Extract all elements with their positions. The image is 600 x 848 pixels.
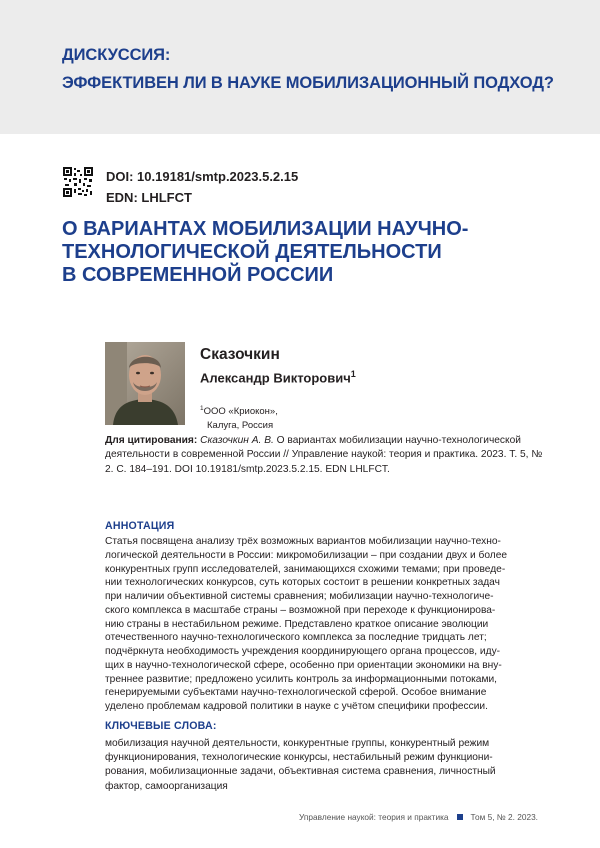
section-banner: [0, 0, 600, 134]
title-line: О ВАРИАНТАХ МОБИЛИЗАЦИИ НАУЧНО-: [62, 218, 469, 240]
abstract-line: Статья посвящена анализу трёх возможных вариантов мобилизации научно-техно-: [105, 536, 501, 547]
abstract-line: отечественного научно-технологического комплекса за последние тридцать лет;: [105, 632, 487, 644]
affiliation-marker: 1: [350, 369, 356, 379]
keywords-line: фактор, самоорганизация: [105, 780, 228, 792]
keywords-line: мобилизация научной деятельности, конкурентные группы, конкурентный режим: [105, 738, 490, 749]
abstract-line: подчёркнута необходимость учреждения координирующего органа процессов, иду-: [105, 646, 501, 657]
footer-journal: Управление наукой: теория и практика: [299, 812, 449, 822]
citation-block: [105, 434, 545, 477]
article-title: [62, 218, 562, 287]
citation-text: О вариантах мобилизации научно-технологической деятельности в современной России // Управление наукой: теория и практика. 2023. Т. 5, № 2. С. 184–191. DOI 10.19181/smtp.2023.5.2.15. EDN LHLFCT.: [105, 435, 543, 475]
author-given-names-text: Александр Викторович: [200, 370, 351, 386]
author-photo: [105, 342, 185, 425]
abstract-line: при наличии объективной системы сравнения; мобилизации научно-технологиче-: [105, 591, 494, 602]
keywords-heading: КЛЮЧЕВЫЕ СЛОВА:: [105, 720, 217, 732]
abstract-line: нии технологических конкурсов, суть которых состоит в решении конкретных задач: [105, 577, 500, 589]
abstract-heading: АННОТАЦИЯ: [105, 520, 175, 532]
abstract-line: конкурентных групп исследователей, занимающихся схожими темами; при проведе-: [105, 563, 506, 575]
abstract-line: уделено проблемам кадровой политики в науке с учётом специфики профессии.: [105, 701, 488, 712]
abstract-line: треннее развитие; предложено усилить контроль за информационными потоками,: [105, 673, 497, 685]
footer-issue: Том 5, № 2. 2023.: [470, 812, 538, 822]
qr-code-icon: [63, 167, 93, 197]
keywords-text: [105, 737, 545, 794]
author-surname: Сказочкин: [200, 346, 280, 363]
section-label: ДИСКУССИЯ:: [62, 46, 171, 64]
title-line: В СОВРЕМЕННОЙ РОССИИ: [62, 264, 334, 286]
keywords-line: рования, мобилизационные задачи, объективная система сравнения, личностный: [105, 766, 496, 778]
keywords-line: функционирования, технологические конкурсы, нестабильный режим функциони-: [105, 752, 493, 764]
author-affiliation: [200, 402, 278, 433]
abstract-line: щих в научно-технологической сфере, особенно при ориентации экономики на вну-: [105, 659, 502, 671]
affiliation-org: ООО «Криокон»,: [203, 406, 278, 418]
edn-line: EDN: LHLFCT: [106, 190, 192, 205]
abstract-line: ского комплекса в масштабе страны – возможной при переходе к функционирова-: [105, 604, 496, 616]
separator-square-icon: [457, 814, 463, 820]
abstract-text: [105, 535, 545, 714]
citation-author: Сказочкин А. В.: [200, 435, 274, 446]
abstract-line: нию страны в нестабильном режиме. Представлено краткое описание эволюции: [105, 618, 489, 630]
doi-line: DOI: 10.19181/smtp.2023.5.2.15: [106, 169, 299, 184]
affiliation-city: Калуга, Россия: [207, 420, 274, 432]
affiliation-marker: 1: [200, 405, 204, 412]
author-given-names: [200, 369, 356, 385]
page-footer: [299, 812, 538, 822]
citation-label: Для цитирования:: [105, 435, 198, 446]
title-line: ТЕХНОЛОГИЧЕСКОЙ ДЕЯТЕЛЬНОСТИ: [62, 241, 442, 263]
abstract-line: логической деятельности в России: микромобилизации – при создании двух и более: [105, 549, 508, 561]
abstract-line: генерируемыми субъектами научно-технологической сферой. Особое внимание: [105, 687, 487, 699]
section-topic: ЭФФЕКТИВЕН ЛИ В НАУКЕ МОБИЛИЗАЦИОННЫЙ ПОДХОД?: [62, 74, 554, 92]
